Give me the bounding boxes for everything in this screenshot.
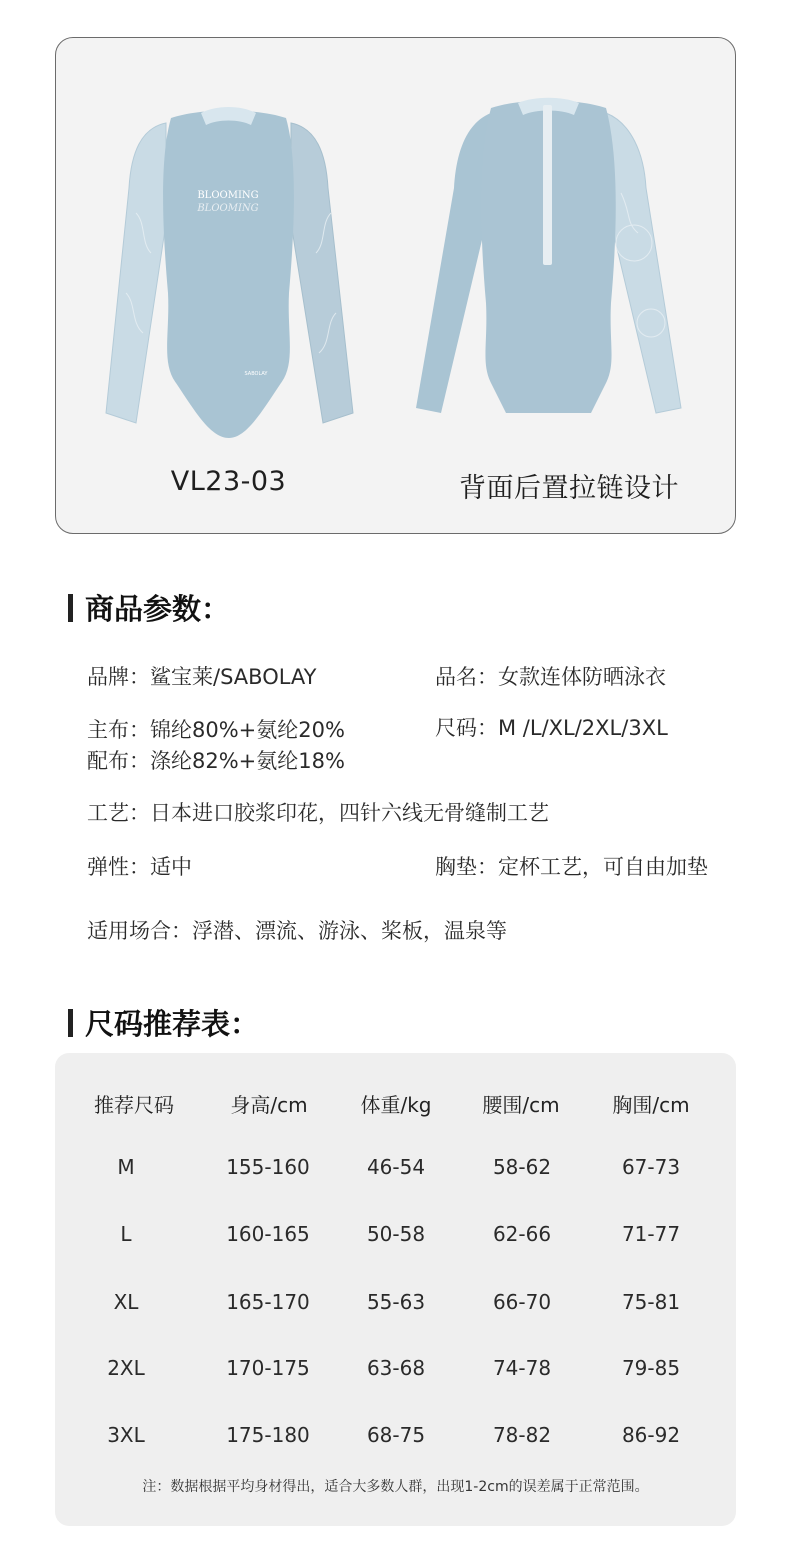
zipper <box>543 105 552 265</box>
size-chart-note: 注：数据根据平均身材得出，适合大多数人群，出现1-2cm的误差属于正常范围。 <box>142 1479 649 1495</box>
table-cell: 155-160 <box>226 1155 310 1179</box>
table-cell: 3XL <box>107 1423 145 1447</box>
table-cell: 74-78 <box>492 1356 552 1380</box>
hip-logo: SABOLAY <box>244 371 268 377</box>
param-name: 品名：女款连体防晒泳衣 <box>435 665 666 689</box>
table-cell: 46-54 <box>366 1155 426 1179</box>
params-title-text: 商品参数： <box>85 592 231 626</box>
table-cell: L <box>120 1222 132 1246</box>
params-title <box>68 587 230 628</box>
param-pad: 胸垫：定杯工艺，可自由加垫 <box>435 855 708 879</box>
table-cell: 67-73 <box>621 1155 681 1179</box>
table-cell: 58-62 <box>492 1155 552 1179</box>
table-cell: 68-75 <box>366 1423 426 1447</box>
swimsuit-back-image <box>406 93 691 428</box>
table-cell: 79-85 <box>621 1356 681 1380</box>
param-sub-fabric: 配布：涤纶82%+氨纶18% <box>87 749 345 773</box>
header-cell: 腰围/cm <box>482 1093 560 1117</box>
param-elasticity: 弹性：适中 <box>87 855 192 879</box>
header-cell: 推荐尺码 <box>94 1093 174 1117</box>
table-cell: 86-92 <box>621 1423 681 1447</box>
table-cell: 2XL <box>107 1356 145 1380</box>
title-bar <box>68 594 73 622</box>
param-main-fabric: 主布：锦纶80%+氨纶20% <box>87 718 345 742</box>
table-cell: 75-81 <box>621 1290 681 1314</box>
size-chart-title-text: 尺码推荐表： <box>85 1007 260 1041</box>
table-cell: 55-63 <box>366 1290 426 1314</box>
param-craft: 工艺：日本进口胶浆印花，四针六线无骨缝制工艺 <box>87 801 549 825</box>
size-chart-title <box>68 1002 259 1043</box>
table-cell: 62-66 <box>492 1222 552 1246</box>
product-image-card <box>55 37 736 534</box>
table-cell: 50-58 <box>366 1222 426 1246</box>
back-caption: 背面后置拉链设计 <box>459 473 679 504</box>
table-cell: 66-70 <box>492 1290 552 1314</box>
table-cell: 160-165 <box>226 1222 310 1246</box>
print-text-1: BLOOMING <box>197 190 259 201</box>
header-cell: 胸围/cm <box>612 1093 690 1117</box>
table-cell: M <box>117 1155 135 1179</box>
size-chart-panel <box>55 1053 736 1526</box>
table-cell: 71-77 <box>621 1222 681 1246</box>
swimsuit-front-image <box>91 93 366 443</box>
table-cell: 170-175 <box>226 1356 310 1380</box>
print-text-2: BLOOMING <box>197 203 259 214</box>
header-cell: 身高/cm <box>230 1093 308 1117</box>
title-bar <box>68 1009 73 1037</box>
param-size: 尺码：M /L/XL/2XL/3XL <box>435 716 668 740</box>
param-occasion: 适用场合：浮潜、漂流、游泳、桨板，温泉等 <box>87 919 507 943</box>
front-caption: VL23-03 <box>170 466 287 497</box>
table-cell: 63-68 <box>366 1356 426 1380</box>
param-brand: 品牌：鲨宝莱/SABOLAY <box>87 665 317 689</box>
table-cell: 165-170 <box>226 1290 310 1314</box>
table-cell: 78-82 <box>492 1423 552 1447</box>
table-cell: 175-180 <box>226 1423 310 1447</box>
table-cell: XL <box>113 1290 139 1314</box>
header-cell: 体重/kg <box>360 1093 432 1117</box>
